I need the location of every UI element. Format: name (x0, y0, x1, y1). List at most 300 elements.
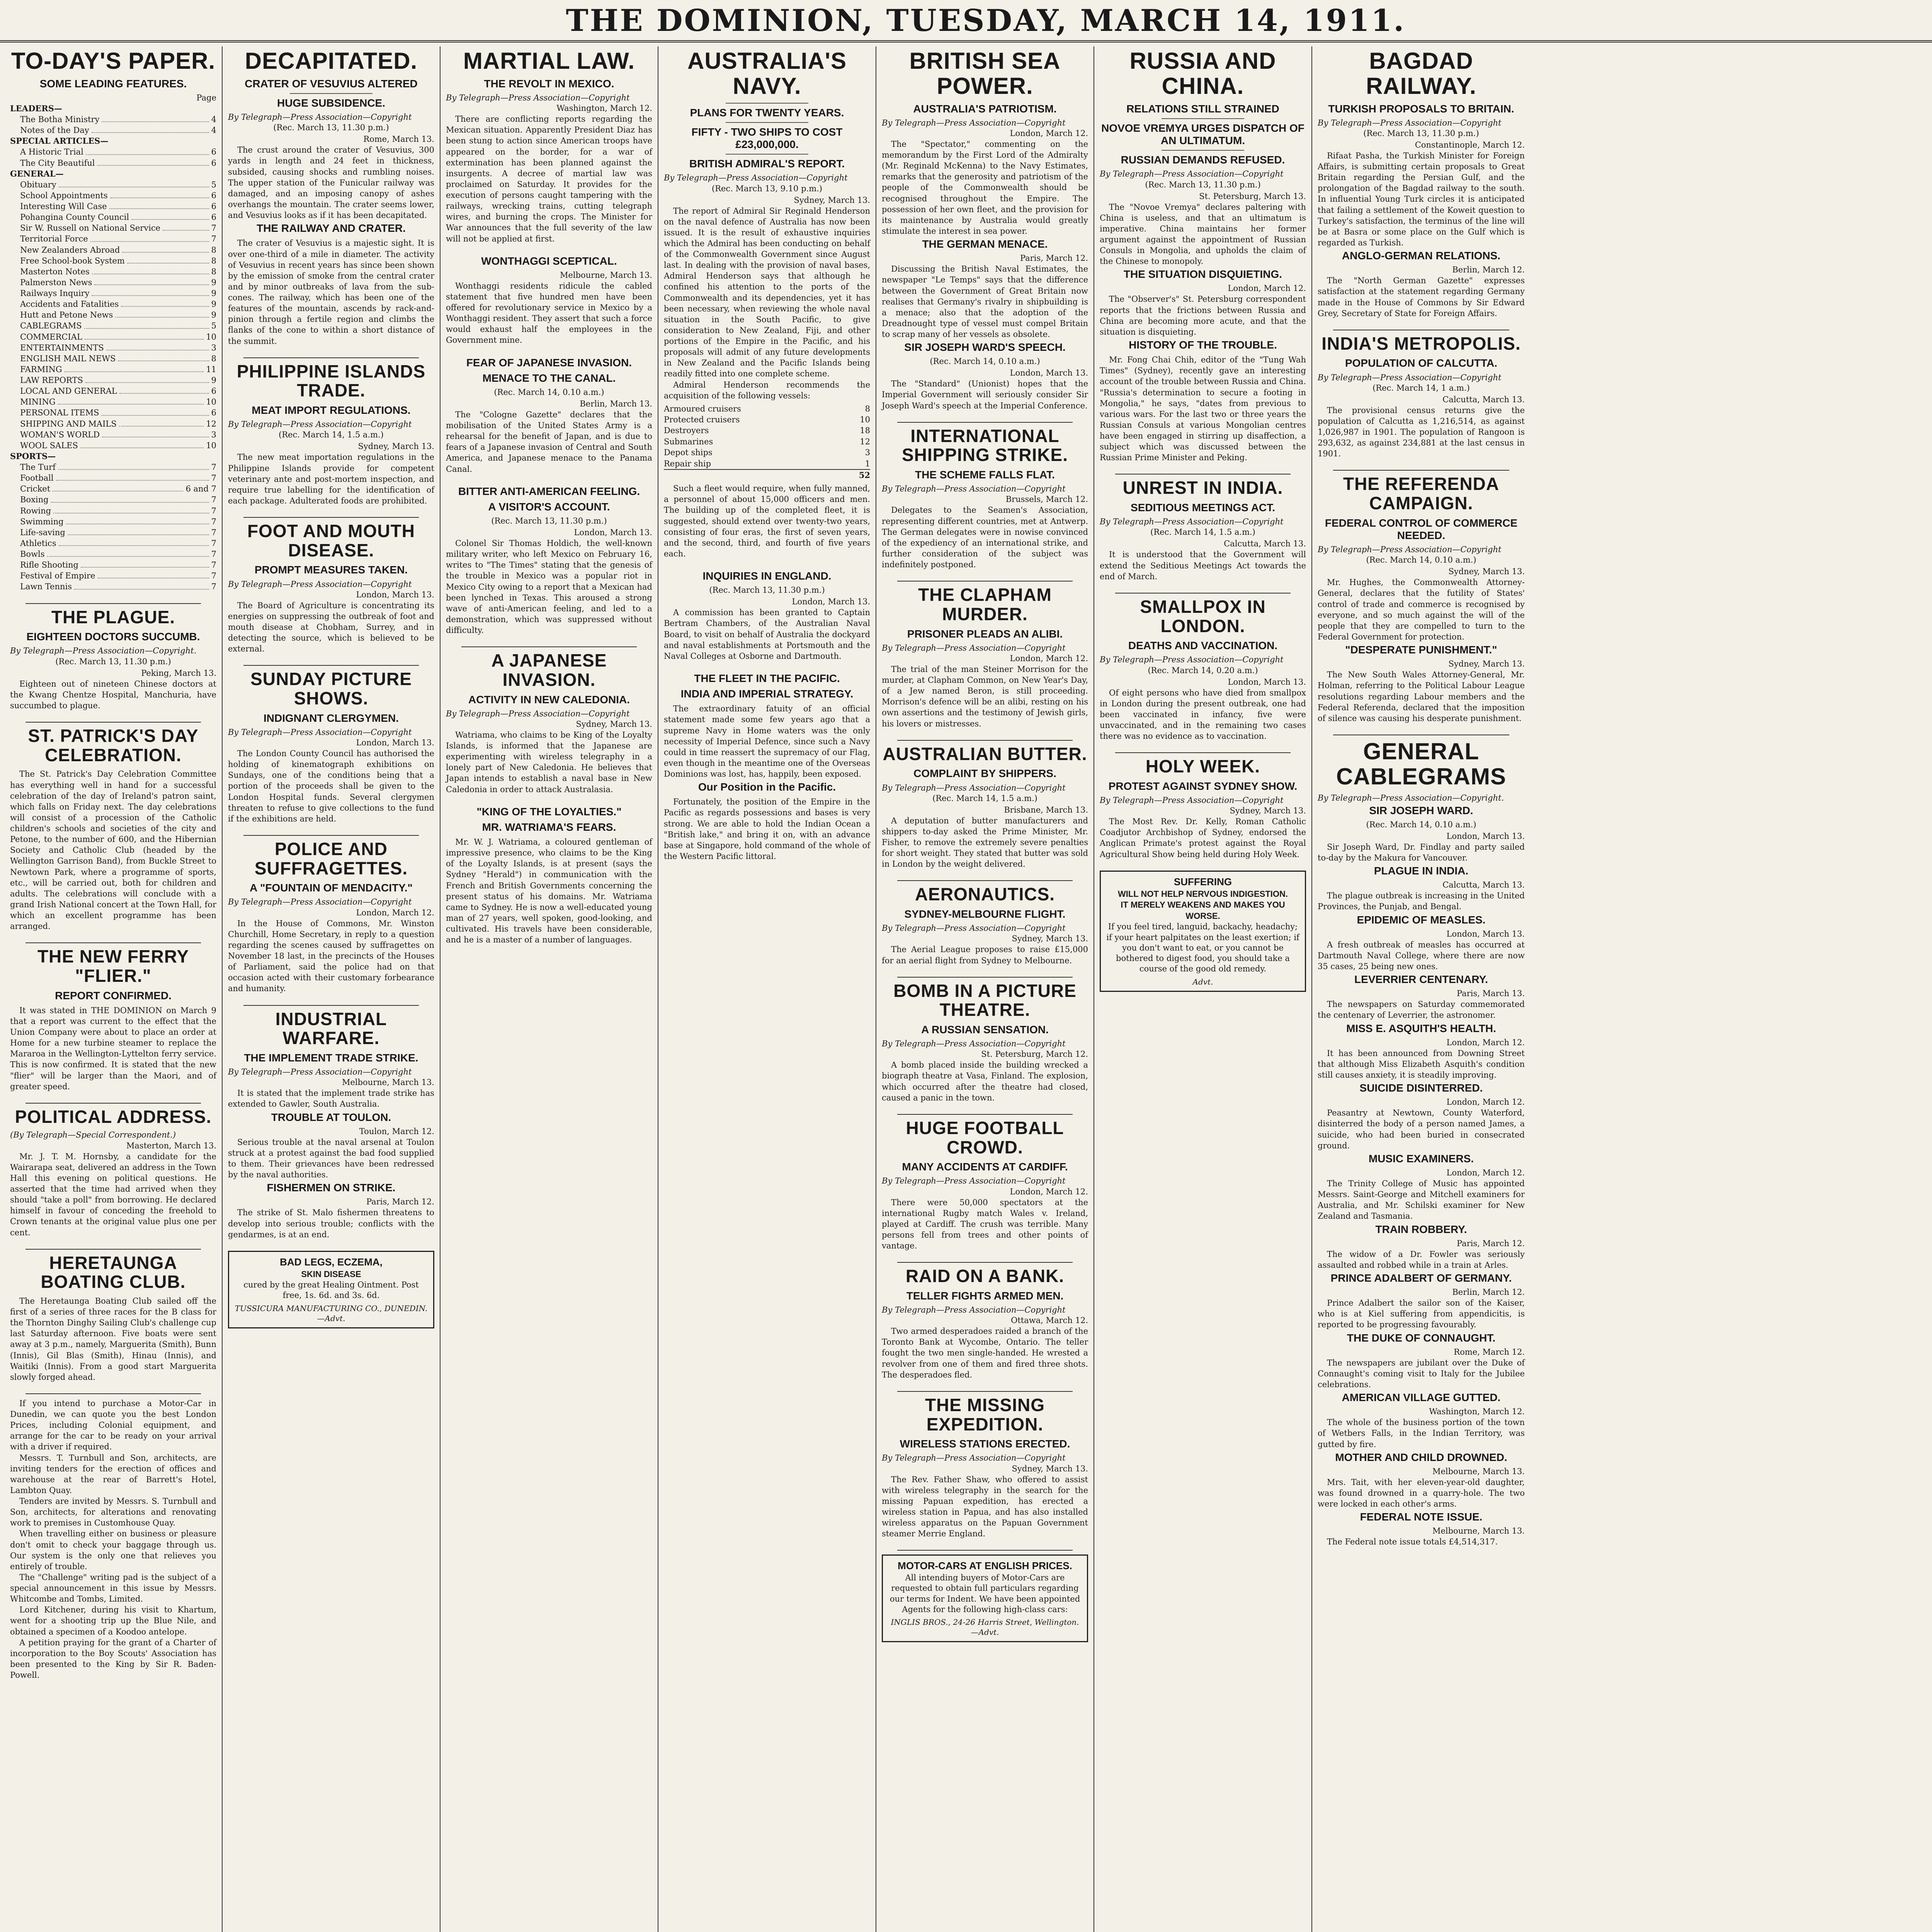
index-entry (10, 473, 216, 483)
leader-dots (84, 320, 209, 328)
index-entry (10, 516, 216, 527)
article-calcutta (1318, 334, 1525, 459)
headline: SUNDAY PICTURE SHOWS. (250, 669, 412, 709)
received-line: (Rec. March 14, 0.10 a.m.) (494, 387, 604, 397)
article-body: The Trinity College of Music has appointed Messrs. Saint-George and Mitchell examiners for Australia, and Mr. Schilski examiner for New Zealand and Tasmania. (1318, 1179, 1525, 1221)
received-line: (Rec. March 13, 11.30 p.m.) (55, 656, 171, 666)
received-line: (Rec. March 14, 0.20 a.m.) (1148, 665, 1258, 675)
dateline: Paris, March 12. (1456, 1238, 1525, 1248)
article-body: The New South Wales Attorney-General, Mr. Holman, referring to the Political Labour League resolutions regarding Labour members and the Federal Referenda, declared that the imposition of silence was causing his desperate punishment. (1318, 670, 1525, 723)
dateline: Ottawa, March 12. (1011, 1316, 1088, 1325)
note-paragraph: A petition praying for the grant of a Charter of incorporation to the Boy Scouts' Association has been presented to the King by Sir R. Baden-Powell. (10, 1638, 216, 1680)
local-notes (10, 1398, 216, 1680)
leader-dots (118, 353, 209, 361)
index-entry (10, 212, 216, 223)
fleet-vessel-count: 8 (865, 404, 870, 413)
index-entry-page: 8 (211, 256, 216, 265)
article-anti-american (446, 485, 652, 636)
index-entry-label: Free School-book System (20, 256, 125, 265)
dateline: Sydney, March 13. (1448, 659, 1525, 669)
headline: THE PLAGUE. (51, 607, 175, 627)
headline: INDIA'S METROPOLIS. (1321, 333, 1521, 354)
subhead: TRAIN ROBBERY. (1375, 1223, 1467, 1235)
subhead: THE IMPLEMENT TRADE STRIKE. (244, 1051, 418, 1064)
fleet-row (664, 403, 870, 414)
index-entry-page: 9 (211, 289, 216, 298)
divider (726, 122, 808, 123)
headline: AUSTRALIA'S NAVY. (687, 48, 847, 99)
article-body: Prince Adalbert the sailor son of the Kaiser, who is at Kiel suffering from appendicitis, is reported to be progressing favourably. (1318, 1298, 1525, 1330)
leader-dots (65, 364, 204, 372)
article-body: Delegates to the Seamen's Association, representing different countries, met at Antwerp. The German delegates were in nowise convinced of the expediency of an international strike, and further consideration of the subject was indefinitely postponed. (882, 505, 1088, 570)
dateline: Toulon, March 12. (359, 1126, 434, 1136)
headline: UNREST IN INDIA. (1122, 478, 1283, 498)
article-body: It has been announced from Downing Street that although Miss Elizabeth Asquith's condition still causes anxiety, it is steadily improving. (1318, 1048, 1525, 1080)
leader-dots (92, 125, 209, 133)
index-entry-page: 10 (206, 440, 216, 450)
index-entry-label: The Botha Ministry (20, 115, 100, 124)
index-entry-label: The City Beautiful (20, 158, 95, 168)
advertisement-motor-cars (882, 1554, 1088, 1642)
fleet-row (664, 414, 870, 425)
index-entry-label: PERSONAL ITEMS (20, 408, 99, 418)
byline: By Telegraph—Press Association—Copyright (1100, 796, 1284, 805)
article-body: It was stated in THE DOMINION on March 9 that a report was current to the effect that the Union Company were about to place an order at Home for a new turbine steamer to replace the Mararoa in the Wellington-Lyttelton ferry service. This is now confirmed. It is stated that the new "flier" will be larger than the Maori, and of greater speed. (10, 1005, 216, 1091)
index-entry (10, 375, 216, 386)
byline: By Telegraph—Press Association—Copyright (228, 579, 412, 589)
article-body: A deputation of butter manufacturers and shippers to-day asked the Prime Minister, Mr. Fisher, to remove the extremely severe penalties for short weight. They stated that butter was sold in London by the weight delivered. (882, 816, 1088, 869)
article-body: Mr. Fong Chai Chih, editor of the "Tung Wah Times" (Sydney), recently gave an interesting account of the trouble between Russia and China. "Russia's determination to secure a footing in Mongolia," he says, "dates from previous to various wars. For the last two or three years the Russian Consuls at various Mongolian centres have been engaged in stirring up disaffection, a subject which was discussed between the Russian Prime Minister and Peking. (1100, 355, 1306, 463)
article-martial-law (446, 49, 652, 244)
byline: By Telegraph—Press Association—Copyright. (10, 646, 197, 656)
article-body: The newspapers on Saturday commemorated the centenary of Leverrier, the astronomer. (1318, 1000, 1525, 1020)
index-entry (10, 440, 216, 451)
dateline: Sydney, March 13. (794, 195, 870, 205)
divider (26, 1249, 201, 1250)
article-body: The crater of Vesuvius is a majestic sight. It is over one-third of a mile in diameter. The activity of Vesuvius in recent years has since been shown by the emission of smoke from the central crater and by minor outbreaks of lava from the sub-cones. The railway, which has been one of the features of the mountain, ascends by rack-and-pinion through a fertile region and climbs the flanks of the cone to within a short distance of the summit. (228, 238, 434, 346)
subhead: COMPLAINT BY SHIPPERS. (913, 767, 1056, 780)
index-entry-page: 7 (211, 582, 216, 592)
newspaper-title: THE DOMINION, TUESDAY, MARCH 14, 1911. (566, 3, 1406, 38)
index-entry (10, 320, 216, 331)
article-industrial-warfare (228, 1010, 434, 1240)
index-entry (10, 114, 216, 125)
index-entry-page: 6 (211, 147, 216, 157)
fleet-vessel-type: Depot ships (664, 448, 713, 457)
index-entry (10, 462, 216, 473)
index-entry-page: 7 (211, 560, 216, 570)
index-entry (10, 364, 216, 375)
headline: MARTIAL LAW. (463, 48, 635, 74)
index-entry (10, 158, 216, 168)
byline: By Telegraph—Press Association—Copyright (882, 783, 1066, 793)
divider (1115, 752, 1291, 753)
leader-dots (81, 560, 209, 568)
dateline: Melbourne, March 13. (1432, 1466, 1525, 1476)
index-entry (10, 168, 216, 179)
fleet-vessel-type: Submarines (664, 437, 713, 446)
article-boating-club (10, 1253, 216, 1383)
fleet-row (664, 447, 870, 458)
leader-dots (85, 332, 204, 340)
dateline: Calcutta, March 13. (1224, 539, 1306, 549)
note-paragraph: Messrs. T. Turnbull and Son, architects, are inviting tenders for the erection of offices and warehouse at the rear of Barrett's Hotel, Lambton Quay. (10, 1453, 216, 1495)
divider (1333, 470, 1509, 471)
headline: RUSSIA AND CHINA. (1129, 48, 1276, 99)
article-referenda (1318, 474, 1525, 723)
dateline: Melbourne, March 13. (560, 270, 652, 280)
leader-dots (58, 462, 209, 470)
byline: By Telegraph—Press Association—Copyright (228, 420, 412, 429)
divider (26, 1103, 201, 1104)
index-entry-label: Swimming (20, 517, 64, 526)
article-body: Eighteen out of nineteen Chinese doctors at the Kwang Chentze Hospital, Manchuria, have succumbed to plague. (10, 679, 216, 710)
ad-title: MOTOR-CARS AT ENGLISH PRICES. (898, 1560, 1072, 1572)
index-entry (10, 451, 216, 462)
byline: By Telegraph—Press Association—Copyright. (1318, 793, 1504, 803)
byline: By Telegraph—Press Association—Copyright (882, 118, 1066, 128)
index-entry-label: A Historic Trial (20, 147, 83, 157)
index-entry-label: WOMAN'S WORLD (20, 430, 100, 439)
index-entry (10, 190, 216, 201)
index-entry-label: Athletics (20, 538, 56, 548)
leader-dots (59, 538, 209, 546)
ad-title: SUFFERING (1173, 876, 1232, 888)
article-body: The report of Admiral Sir Reginald Henderson on the naval defence of Australia has now been issued. It is the result of exhaustive inquiries which the Admiral has been conducting on behalf of the Commonwealth Government since August last. In dealing with the provision of naval bases, Admiral Henderson says that although he confined his attention to the ports of the Commonwealth and its dependencies, yet it has been necessary, when reviewing the whole naval situation in the South Pacific, to give consideration to New Zealand, Fiji, and other portions of the Empire in the Pacific, and his proposals will admit of any future developments in New Zealand and the Pacific Islands being readily fitted into one complete scheme. (664, 206, 870, 379)
index-entry-page: 7 (211, 538, 216, 548)
index-entry-page: 6 (211, 386, 216, 396)
subhead: PROTEST AGAINST SYDNEY SHOW. (1108, 780, 1298, 792)
leader-dots (122, 245, 209, 253)
fleet-vessel-count: 3 (865, 448, 870, 457)
index-entry-label: The Turf (20, 463, 56, 472)
article-body: The provisional census returns give the population of Calcutta as 1,216,514, as against 1,026,987 in 1901. The population of Rangoon is 293,632, as against 234,881 at the last census in 1901. (1318, 405, 1525, 459)
byline: By Telegraph—Press Association—Copyright (1318, 118, 1502, 128)
byline: By Telegraph—Press Association—Copyright (1100, 169, 1284, 179)
dateline: Melbourne, March 13. (1432, 1526, 1525, 1536)
article-body: The newspapers are jubilant over the Duke of Connaught's coming visit to Italy for the Jubilee celebrations. (1318, 1358, 1525, 1389)
leader-dots (86, 146, 209, 155)
dateline: London, March 12. (1446, 1097, 1525, 1107)
divider (897, 977, 1073, 978)
byline: By Telegraph—Press Association—Copyright (1318, 545, 1502, 554)
index-entry-label: Lawn Tennis (20, 582, 72, 592)
index-entry (10, 353, 216, 364)
headline: SMALLPOX IN LONDON. (1140, 596, 1266, 636)
leader-dots (66, 516, 209, 524)
dateline: London, March 12. (1228, 284, 1306, 293)
article-decapitated (228, 49, 434, 347)
dateline: Constantinople, March 12. (1415, 140, 1525, 150)
dateline: Calcutta, March 13. (1442, 395, 1525, 404)
index-entry-page: 6 and 7 (185, 484, 216, 494)
index-entry-page: 5 (211, 321, 216, 331)
article-body: Sir Joseph Ward, Dr. Findlay and party sailed to-day by the Makura for Vancouver. (1318, 842, 1525, 863)
article-bomb-theatre (882, 981, 1088, 1103)
received-line: (Rec. March 14, 1 a.m.) (1372, 383, 1470, 393)
leader-dots (115, 310, 209, 318)
subhead: POPULATION OF CALCUTTA. (1345, 357, 1498, 369)
leader-dots (94, 277, 209, 285)
received-line: (Rec. March 13, 11.30 p.m.) (1363, 128, 1479, 138)
column-4 (658, 46, 876, 1932)
ad-subtitle: WILL NOT HELP NERVOUS INDIGESTION. (1117, 889, 1288, 899)
index-entry (10, 332, 216, 342)
headline: POLITICAL ADDRESS. (15, 1106, 212, 1127)
column-5 (876, 46, 1094, 1932)
article-body: A fresh outbreak of measles has occurred at Dartmouth Naval College, where there are now 35 cases, 25 being new ones. (1318, 940, 1525, 971)
index-entry-label: New Zealanders Abroad (20, 245, 120, 255)
article-aeronautics (882, 885, 1088, 966)
index-entry-label: Festival of Empire (20, 571, 95, 581)
leader-dots (97, 158, 209, 166)
index-entry-label: SPECIAL ARTICLES— (10, 136, 109, 146)
index-entry-page: 9 (211, 277, 216, 287)
subhead: "DESPERATE PUNISHMENT." (1345, 644, 1497, 656)
subhead: FEAR OF JAPANESE INVASION. (466, 356, 632, 369)
subhead: A "FOUNTAIN OF MENDACITY." (250, 882, 413, 894)
index-entry (10, 560, 216, 570)
todays-paper-subhead: SOME LEADING FEATURES. (39, 77, 187, 90)
index-entry-label: Territorial Force (20, 234, 88, 244)
column-7 (1312, 46, 1530, 1932)
index-entry (10, 299, 216, 310)
article-body: The St. Patrick's Day Celebration Committee has everything well in hand for a successful celebration of the day of Ireland's patron saint, which falls on Friday next. The day celebrations will consist of a procession of the Catholic children's schools and societies of the city and Petone, to the number of 600, and the Hibernian Society and Catholic Club (headed by the Wellington Garrison Band), from Buckle Street to Newtown Park, where a programme of sports, etc., will be carried out, both for children and adults. The celebrations will conclude with a grand Irish National concert at the Town Hall, for which an excellent programme has been arranged. (10, 769, 216, 931)
byline: By Telegraph—Press Association—Copyright (882, 643, 1066, 653)
index-entry-label: Accidents and Fatalities (20, 299, 119, 309)
subhead: TROUBLE AT TOULON. (271, 1111, 391, 1123)
leader-dots (53, 505, 209, 514)
article-body: The Federal note issue totals £4,514,317. (1327, 1537, 1498, 1547)
leader-dots (80, 440, 204, 448)
subhead: FISHERMEN ON STRIKE. (267, 1182, 396, 1194)
article-body: The trial of the man Steiner Morrison for the murder, at Clapham Common, on New Year's Day, of a Jew named Beron, is still proceeding. Morrison's defence will be an alibi, resting on his own assertions and the testimony of Jewish girls, his lovers or mistresses. (882, 664, 1088, 728)
article-body: Peasantry at Newtown, County Waterford, disinterred the body of a person named James, a suicide, who had been buried in consecrated ground. (1318, 1108, 1525, 1150)
leader-dots (102, 114, 209, 122)
index-entry-label: Bowls (20, 549, 45, 559)
byline: By Telegraph—Press Association—Copyright (1100, 655, 1284, 665)
article-body: The Rev. Father Shaw, who offered to assist with wireless telegraphy in the search for the missing Papuan expedition, has erected a wireless station in Papua, and has also installed wireless apparatus on the Papuan Government steamer Merrie England. (882, 1475, 1088, 1539)
article-body: The Board of Agriculture is concentrating its energies on suppressing the outbreak of foot and mouth disease at Chobham, Surrey, and in detecting the source, which is believed to be external. (228, 600, 434, 654)
divider (1162, 150, 1244, 151)
article-body: The plague outbreak is increasing in the United Provinces, the Punjab, and Bengal. (1318, 891, 1525, 912)
byline: By Telegraph—Press Association—Copyright (882, 1176, 1066, 1186)
index-entry-label: Railways Inquiry (20, 289, 90, 298)
note-paragraph: If you intend to purchase a Motor-Car in Dunedin, we can quote you the best London Prices, including Colonial equipment, and arrange for the car to be ready on your arrival with a driver if required. (10, 1398, 216, 1452)
index-entry-page: 7 (211, 463, 216, 472)
dateline: Paris, March 12. (1020, 253, 1088, 263)
received-line: (Rec. March 14, 1.5 a.m.) (1150, 527, 1255, 537)
subhead: WONTHAGGI SCEPTICAL. (481, 255, 617, 267)
fleet-vessel-type: Repair ship (664, 459, 711, 468)
index-entry-label: Notes of the Day (20, 126, 89, 135)
leader-dots (85, 375, 209, 383)
leader-dots (56, 473, 209, 481)
index-entry (10, 179, 216, 190)
dateline: Berlin, March 12. (1452, 265, 1525, 275)
headline: AERONAUTICS. (915, 884, 1055, 905)
dateline: London, March 12. (1010, 1187, 1088, 1196)
note-paragraph: Lord Kitchener, during his visit to Khartum, went for a shooting trip up the Blue Nile, and obtained a specimen of a Koodoo antelope. (10, 1605, 216, 1636)
leader-dots (110, 190, 209, 198)
article-st-patricks (10, 726, 216, 932)
subhead: MR. WATRIAMA'S FEARS. (482, 821, 616, 833)
headline: FOOT AND MOUTH DISEASE. (247, 521, 415, 560)
leader-dots (102, 407, 209, 415)
divider (897, 1550, 1073, 1551)
subhead: Our Position in the Pacific. (698, 781, 836, 793)
article-body: There are conflicting reports regarding the Mexican situation. Apparently President Diaz has been stung to action since American troops have appeared on the border, for a war of extermination has been planned against the insurgents. A decree of martial law was proclaimed on Saturday. It provides for the execution of persons caught tampering with the railways, wrecking trains, cutting telegraph wires, and burning the crops. The Minister for War announces that the full severity of the law will not be applied at first. (446, 114, 652, 243)
ad-tagline: TUSSICURA MANUFACTURING CO., DUNEDIN.—Advt. (235, 1303, 428, 1323)
index-entry-label: SHIPPING AND MAILS (20, 419, 117, 429)
received-line: (Rec. March 14, 0.10 a.m.) (1366, 820, 1476, 829)
index-entry (10, 505, 216, 516)
fleet-vessel-count: 12 (860, 437, 870, 446)
article-body: The Aerial League proposes to raise £15,000 for an aerial flight from Sydney to Melbourne. (882, 945, 1088, 965)
article-body: The "Cologne Gazette" declares that the mobilisation of the United States Army is a rehearsal for the benefit of Japan, and is due to fears of a Japanese invasion of Central and South America, and Japanese menace to the Panama Canal. (446, 410, 652, 474)
article-body: The extraordinary fatuity of an official statement made some few years ago that a supreme Navy in Home waters was the only necessity of Imperial Defence, since such a Navy could in time reassert the supremacy of our Flag, even though in the meantime one of the Overseas Dominions was lost, has, happily, been exposed. (664, 704, 870, 779)
leader-dots (109, 201, 209, 209)
fleet-vessel-count: 10 (860, 415, 870, 425)
index-entry-label: Rifle Shooting (20, 560, 78, 570)
subhead: MEAT IMPORT REGULATIONS. (252, 404, 411, 417)
column-1 (5, 46, 223, 1932)
index-entry-page: 8 (211, 354, 216, 363)
divider (26, 942, 201, 943)
index-entry-page: 8 (211, 245, 216, 255)
index-entry-page: 3 (211, 343, 216, 352)
article-russia-china (1100, 49, 1306, 463)
leader-dots (92, 266, 209, 274)
index-entry (10, 125, 216, 136)
article-missing-expedition (882, 1396, 1088, 1539)
subhead: PLANS FOR TWENTY YEARS. (690, 106, 844, 119)
divider (26, 722, 201, 723)
note-paragraph: Tenders are invited by Messrs. S. Turnbull and Son, architects, for alterations and renovating work to premises in Customhouse Quay. (10, 1497, 216, 1528)
column-2 (223, 46, 440, 1932)
subhead: EIGHTEEN DOCTORS SUCCUMB. (26, 631, 200, 643)
divider (897, 1114, 1073, 1115)
article-body: The whole of the business portion of the town of Wetbers Falls, in the Indian Territory, was gutted by fire. (1318, 1418, 1525, 1449)
divider (290, 93, 372, 94)
index-entry-label: Football (20, 473, 54, 483)
subhead: THE SITUATION DISQUIETING. (1123, 268, 1282, 281)
index-entry (10, 418, 216, 429)
article-body: Mr. W. J. Watriama, a coloured gentleman of impressive presence, who claims to be the King of the Loyalty Islands, is at present (says the Sydney "Herald") in communication with the French and British Governments concerning the present status of his domains. Mr. Watriama came to Sydney. He is now a well-educated young man of 27 years, well spoken, good-looking, and cultivated. His travels have been considerable, and he is a master of a number of languages. (446, 837, 652, 945)
subhead: AMERICAN VILLAGE GUTTED. (1342, 1391, 1501, 1404)
subhead: THE GERMAN MENACE. (922, 238, 1048, 250)
leader-dots (68, 527, 209, 535)
article-body: Fortunately, the position of the Empire in the Pacific as regards possessions and bases is very strong. We are able to hold the Indian Ocean a "British lake," and bring it on, with an advance base at Singapore, hold command of the whole of the Western Pacific littoral. (664, 797, 870, 861)
leader-dots (59, 179, 209, 187)
leader-dots (92, 288, 209, 296)
ad-text: If you feel tired, languid, backachy, headachy; if your heart palpitates on the least exertion; if you don't want to eat, or you cannot be bothered to digest food, you should take a course of the good old remedy. (1106, 922, 1299, 974)
article-body: The "Spectator," commenting on the memorandum by the First Lord of the Admiralty (Mr. Reginald McKenna) to the Navy Estimates, remarks that the generosity and patriotism of the people of the Commonwealth should be recognised throughout the Empire. The possession of her own fleet, and the provision for its maintenance by Australia would greatly stimulate the interest in sea power. (882, 139, 1088, 236)
subhead: MUSIC EXAMINERS. (1368, 1152, 1474, 1165)
divider (26, 603, 201, 604)
subhead: A VISITOR'S ACCOUNT. (488, 500, 610, 513)
dateline: St. Petersburg, March 13. (1199, 191, 1306, 201)
article-body: Of eight persons who have died from smallpox in London during the present outbreak, one had been vaccinated in infancy, five were unvaccinated, and in the remaining two cases there was no evidence as to vaccination. (1100, 688, 1306, 741)
article-body: The strike of St. Malo fishermen threatens to develop into serious trouble; conflicts with the gendarmes, is at an end. (228, 1208, 434, 1239)
article-british-sea-power (882, 49, 1088, 411)
divider (1162, 118, 1244, 119)
leader-dots (131, 212, 209, 220)
leader-dots (53, 483, 183, 492)
byline: By Telegraph—Press Association—Copyright (228, 112, 412, 122)
headline: A JAPANESE INVASION. (491, 650, 607, 690)
index-entry-label: COMMERCIAL (20, 332, 82, 342)
index-entry-label: School Appointments (20, 190, 108, 200)
divider (897, 740, 1073, 741)
index-entry (10, 255, 216, 266)
divider (243, 665, 419, 666)
index-entry (10, 233, 216, 244)
subhead: SIR JOSEPH WARD. (1369, 804, 1473, 816)
byline: By Telegraph—Press Association—Copyright (882, 923, 1066, 933)
index-entry (10, 136, 216, 146)
dateline: Paris, March 13. (1456, 989, 1525, 998)
article-body: Mr. Hughes, the Commonwealth Attorney-General, declares that the futility of States' control of trade and commerce is recognised by everyone, and so much against the will of the people that they are compelled to turn to the Federal Government for protection. (1318, 578, 1525, 641)
article-body: A bomb placed inside the building wrecked a biograph theatre at Vasa, Finland. The explosion, which occurred after the theatre had closed, caused a panic in the town. (882, 1060, 1088, 1102)
article-body: It is understood that the Government will extend the Seditious Meetings Act towards the end of March. (1100, 550, 1306, 581)
article-body: There were 50,000 spectators at the international Rugby match Wales v. Ireland, played at Cardiff. The crush was terrible. Many persons fell from trees and other points of vantage. (882, 1197, 1088, 1251)
byline: By Telegraph—Press Association—Copyright (664, 173, 848, 183)
dateline: Sydney, March 13. (1230, 806, 1306, 816)
received-line: (Rec. March 13, 11.30 p.m.) (273, 123, 389, 133)
index-entry (10, 288, 216, 299)
article-body: The widow of a Dr. Fowler was seriously assaulted and robbed while in a train at Arles. (1318, 1249, 1525, 1270)
index-entry-page: 9 (211, 376, 216, 385)
article-shipping-strike (882, 427, 1088, 570)
article-football-crowd (882, 1119, 1088, 1251)
subhead: THE FLEET IN THE PACIFIC. (694, 672, 840, 684)
index-entry (10, 527, 216, 538)
index-entry-label: LEADERS— (10, 103, 62, 113)
dateline: London, March 12. (356, 908, 434, 917)
leader-dots (47, 549, 209, 557)
leader-dots (58, 396, 204, 405)
article-body: Two armed desperadoes raided a branch of the Toronto Bank at Wycombe, Ontario. The teller fought the two men single-handed. He wrested a revolver from one of them and fired three shots. The desperadoes fled. (882, 1327, 1088, 1379)
article-japanese-invasion (446, 651, 652, 794)
subhead: INDIA AND IMPERIAL STRATEGY. (680, 688, 854, 700)
article-suffragettes (228, 840, 434, 994)
received-line: (Rec. March 14, 0.10 a.m.) (930, 357, 1040, 366)
index-entry (10, 277, 216, 288)
article-king-of-loyalties (446, 806, 652, 946)
article-fleet-pacific (664, 672, 870, 862)
subhead: "KING OF THE LOYALTIES." (476, 805, 622, 818)
leader-dots (51, 494, 209, 502)
dateline: London, March 13. (1228, 677, 1306, 687)
headline: ST. PATRICK'S DAY CELEBRATION. (28, 726, 199, 765)
headline: AUSTRALIAN BUTTER. (883, 743, 1087, 764)
ad-subtitle: IT MERELY WEAKENS AND MAKES YOU WORSE. (1121, 900, 1285, 921)
advertisement-skin-ointment (228, 1251, 434, 1328)
divider (243, 835, 419, 836)
subhead: MOTHER AND CHILD DROWNED. (1335, 1451, 1507, 1463)
leader-dots (106, 342, 209, 350)
subhead: NOVOE VREMYA URGES DISPATCH OF AN ULTIMATUM. (1101, 122, 1304, 146)
index-entry-label: GENERAL— (10, 168, 64, 179)
byline: By Telegraph—Press Association—Copyright (228, 897, 412, 907)
subhead: SEDITIOUS MEETINGS ACT. (1131, 502, 1275, 514)
dateline: Melbourne, March 13. (342, 1078, 434, 1087)
index-entry (10, 201, 216, 212)
received-line: (Rec. March 14, 1.5 a.m.) (279, 430, 384, 440)
headline: BAGDAD RAILWAY. (1366, 48, 1476, 99)
ad-tagline: INGLIS BROS., 24-26 Harris Street, Wellington.—Advt. (891, 1617, 1079, 1637)
